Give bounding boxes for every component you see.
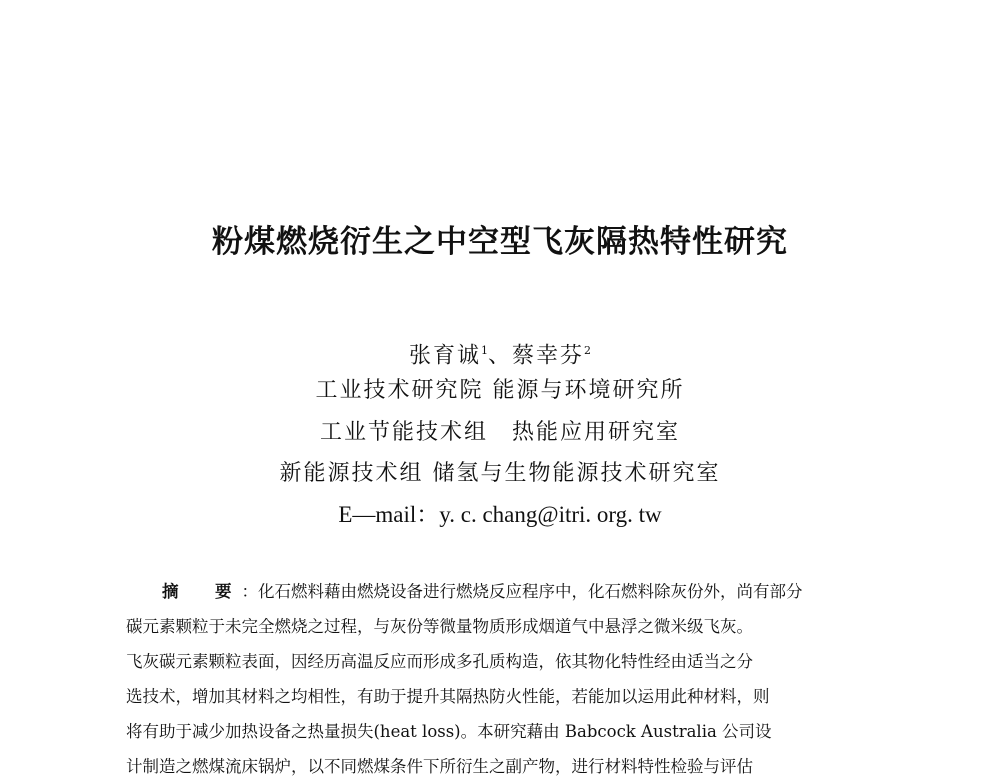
author-email: E—mail：y. c. chang@itri. org. tw [338,502,662,527]
abstract-text: ：化石燃料藉由燃烧设备进行燃烧反应程序中，化石燃料除灰份外，尚有部分 [241,582,803,601]
affiliation-line: 新能源技术组 储氢与生物能源技术研究室 [279,461,721,486]
abstract-block [126,574,884,784]
affiliation-line: 工业技术研究院 能源与环境研究所 [315,378,685,403]
author-name: 张育诚 [408,343,481,369]
author-name: 蔡幸芬 [512,343,585,369]
abstract-line: 选技术，增加其材料之均相性，有助于提升其隔热防火性能，若能加以运用此种材料，则 [126,687,770,706]
abstract-line: 碳元素颗粒于未完全燃烧之过程，与灰份等微量物质形成烟道气中悬浮之微米级飞灰。 [126,617,753,636]
abstract-line [126,574,884,609]
abstract-line: 飞灰碳元素颗粒表面，因经历高温反应而形成多孔质构造，依其物化特性经由适当之分 [126,652,753,671]
affiliation-line: 工业节能技术组 热能应用研究室 [319,420,680,445]
abstract-label: 摘 要 [162,582,242,601]
author-line [0,336,1000,371]
author-affiliation-mark: 2 [584,344,592,357]
abstract-line: 将有助于减少加热设备之热量损失(heat loss)。本研究藉由 Babcock Australia 公司设 [126,722,772,741]
author-affiliation-mark: 1 [480,344,488,357]
author-separator: 、 [487,343,512,369]
paper-title: 粉煤燃烧衍生之中空型飞灰隔热特性研究 [212,224,788,260]
abstract-line: 计制造之燃煤流床锅炉，以不同燃煤条件下所衍生之副产物，进行材料特性检验与评估 [126,757,753,776]
